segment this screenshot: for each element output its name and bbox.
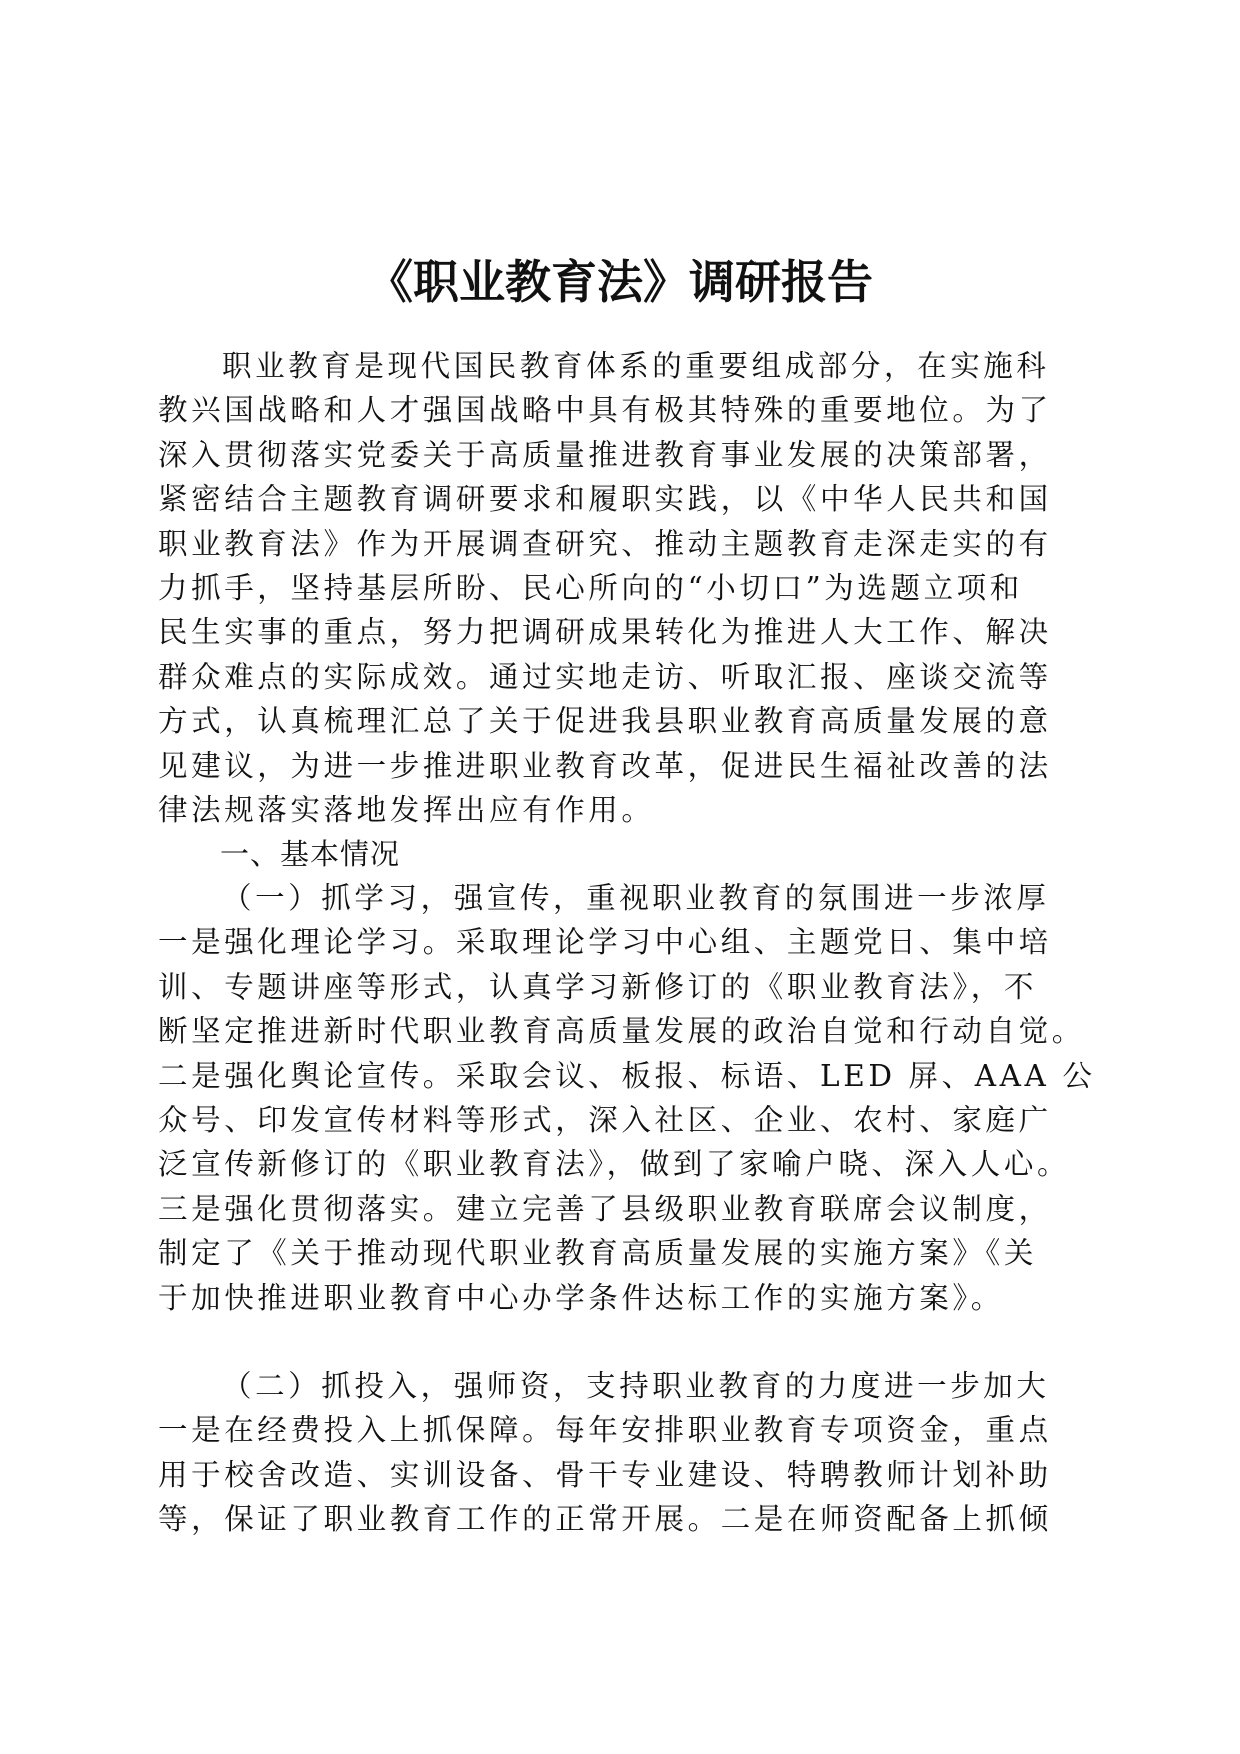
text-line: 制定了《关于推动现代职业教育高质量发展的实施方案》《关 <box>158 1236 1037 1271</box>
text-line: 律法规落实落地发挥出应有作用。 <box>158 793 655 828</box>
subsection-heading: （二）抓投入，强师资，支持职业教育的力度进一步加大 <box>222 1369 1050 1403</box>
subsection-2 <box>158 1364 1082 1542</box>
text-line: 民生实事的重点，努力把调研成果转化为推进人大工作、解决 <box>158 615 1052 650</box>
subsection-1 <box>158 876 1096 1320</box>
subsection-heading: （一）抓学习，强宣传，重视职业教育的氛围进一步浓厚 <box>222 881 1050 915</box>
text-line: 群众难点的实际成效。通过实地走访、听取汇报、座谈交流等 <box>158 659 1052 694</box>
text-line: 力抓手，坚持基层所盼、民心所向的“小切口”为选题立项和 <box>158 571 1023 606</box>
page-title: 《职业教育法》调研报告 <box>367 255 873 309</box>
text-line: 一是强化理论学习。采取理论学习中心组、主题党日、集中培 <box>158 925 1052 960</box>
text-line: 众号、印发宣传材料等形式，深入社区、企业、农村、家庭广 <box>158 1103 1052 1138</box>
text-line: 职业教育法》作为开展调查研究、推动主题教育走深走实的有 <box>158 526 1052 561</box>
text-line: 二是强化舆论宣传。采取会议、板报、标语、LED 屏、AAA 公 <box>158 1058 1096 1093</box>
intro-paragraph <box>158 344 1082 832</box>
text-line: 职业教育是现代国民教育体系的重要组成部分，在实施科 <box>222 349 1050 383</box>
text-line: 用于校舍改造、实训设备、骨干专业建设、特聘教师计划补助 <box>158 1457 1052 1492</box>
text-line: 一是在经费投入上抓保障。每年安排职业教育专项资金，重点 <box>158 1413 1052 1448</box>
section-heading <box>158 832 1082 876</box>
text-line: 泛宣传新修订的《职业教育法》，做到了家喻户晓、深入人心。 <box>158 1147 1071 1182</box>
text-line: 三是强化贯彻落实。建立完善了县级职业教育联席会议制度， <box>158 1191 1052 1226</box>
text-line: 断坚定推进新时代职业教育高质量发展的政治自觉和行动自觉。 <box>158 1014 1085 1049</box>
section-heading-text: 一、基本情况 <box>220 837 401 871</box>
text-line: 紧密结合主题教育调研要求和履职实践，以《中华人民共和国 <box>158 482 1052 517</box>
text-line: 深入贯彻落实党委关于高质量推进教育事业发展的决策部署， <box>158 437 1052 472</box>
text-line: 见建议，为进一步推进职业教育改革，促进民生福祉改善的法 <box>158 748 1052 783</box>
text-line: 等，保证了职业教育工作的正常开展。二是在师资配备上抓倾 <box>158 1502 1052 1537</box>
text-line: 训、专题讲座等形式，认真学习新修订的《职业教育法》，不 <box>158 969 1037 1004</box>
text-line: 方式，认真梳理汇总了关于促进我县职业教育高质量发展的意 <box>158 704 1052 739</box>
text-line: 教兴国战略和人才强国战略中具有极其特殊的重要地位。为了 <box>158 393 1052 428</box>
text-line: 于加快推进职业教育中心办学条件达标工作的实施方案》。 <box>158 1280 1004 1315</box>
